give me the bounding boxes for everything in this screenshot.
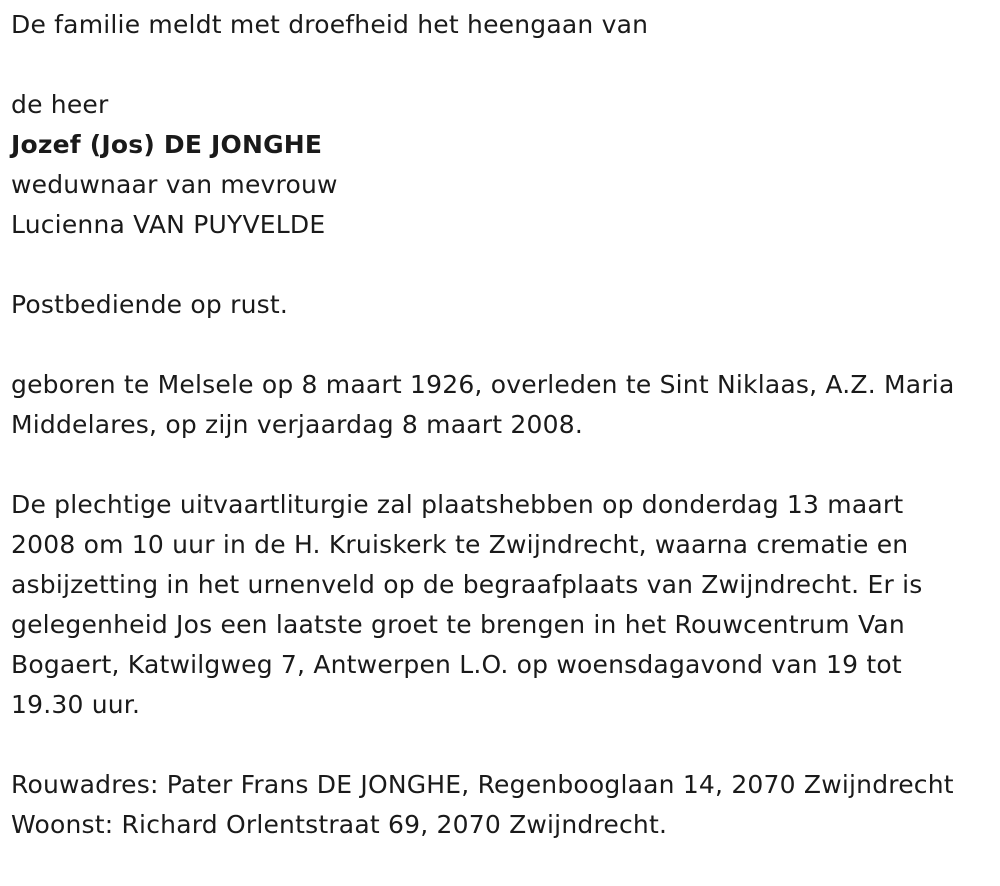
occupation-text: Postbediende op rust. — [11, 290, 289, 319]
spacer — [11, 445, 996, 485]
spacer — [11, 725, 996, 765]
funeral-line: 2008 om 10 uur in de H. Kruiskerk te Zwijndrecht, waarna crematie en — [11, 530, 909, 559]
spouse-name: Lucienna VAN PUYVELDE — [11, 210, 326, 239]
deceased-name: Jozef (Jos) DE JONGHE — [11, 130, 323, 159]
relation-text: weduwnaar van mevrouw — [11, 170, 338, 199]
funeral-line: 19.30 uur. — [11, 690, 141, 719]
funeral-line: Bogaert, Katwilgweg 7, Antwerpen L.O. op woensdagavond van 19 tot — [11, 650, 902, 679]
mourning-address: Rouwadres: Pater Frans DE JONGHE, Regenbooglaan 14, 2070 Zwijndrecht — [11, 770, 954, 799]
title-text: de heer — [11, 90, 109, 119]
residence-address: Woonst: Richard Orlentstraat 69, 2070 Zwijndrecht. — [11, 810, 668, 839]
funeral-line: asbijzetting in het urnenveld op de begraafplaats van Zwijndrecht. Er is — [11, 570, 923, 599]
birth-death-line: Middelares, op zijn verjaardag 8 maart 2008. — [11, 410, 583, 439]
spacer — [11, 325, 996, 365]
death-notice — [11, 0, 996, 845]
funeral-line: gelegenheid Jos een laatste groet te brengen in het Rouwcentrum Van — [11, 610, 905, 639]
spacer — [11, 45, 996, 85]
funeral-line: De plechtige uitvaartliturgie zal plaatshebben op donderdag 13 maart — [11, 490, 904, 519]
birth-death-line: geboren te Melsele op 8 maart 1926, overleden te Sint Niklaas, A.Z. Maria — [11, 370, 955, 399]
spacer — [11, 245, 996, 285]
intro-text: De familie meldt met droefheid het heengaan van — [11, 10, 649, 39]
